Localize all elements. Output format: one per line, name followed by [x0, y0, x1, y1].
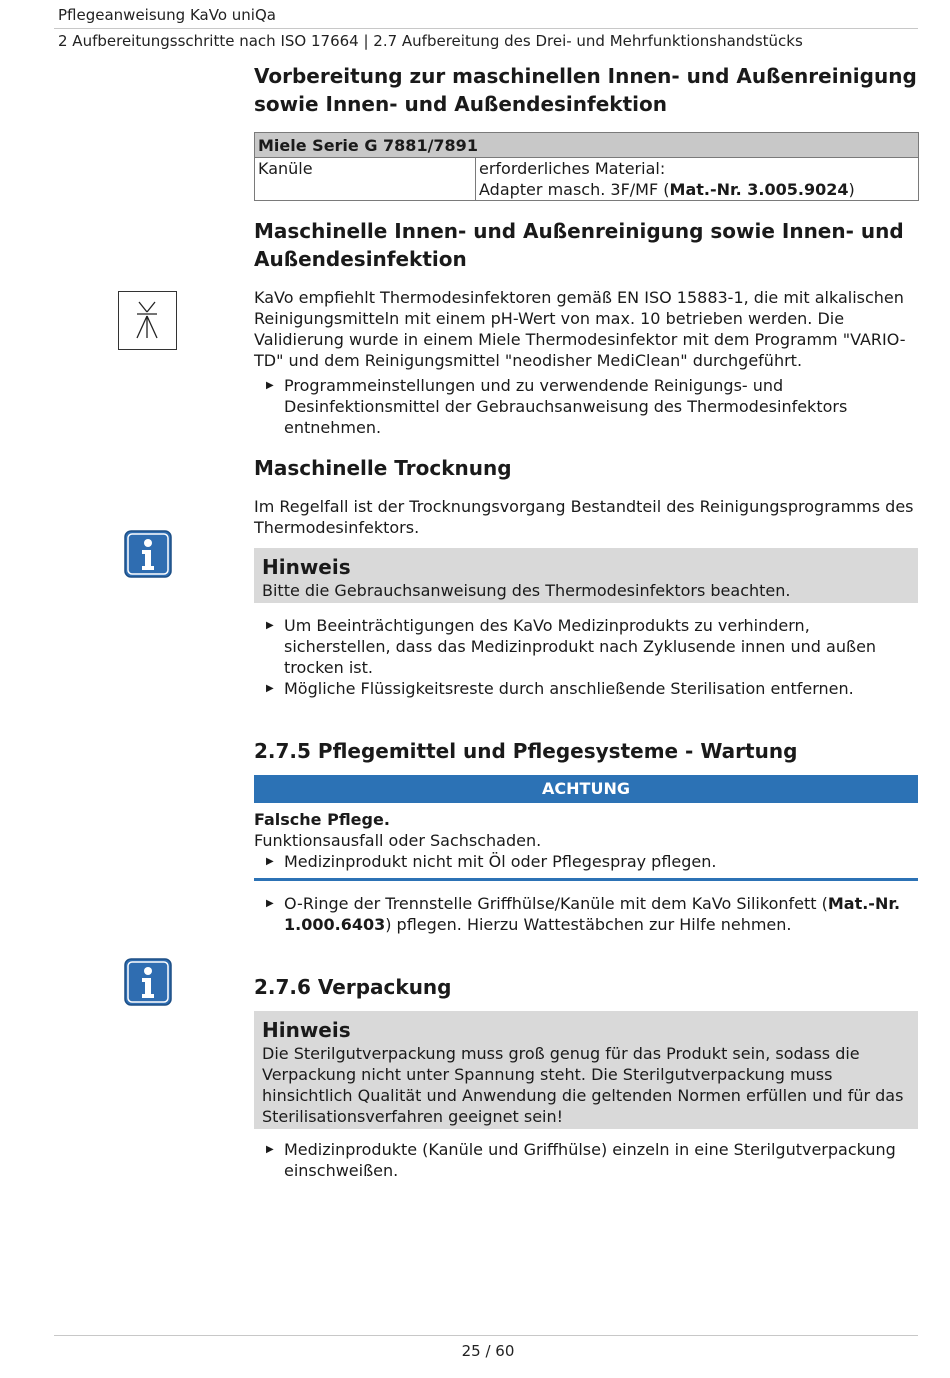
- info-icon: [124, 958, 172, 1006]
- step-text: Medizinprodukt nicht mit Öl oder Pflegespray pflegen.: [284, 852, 717, 871]
- list-item: [254, 893, 918, 935]
- material-required-label: erforderliches Material:: [479, 159, 666, 178]
- caution-title-text: Falsche Pflege.: [254, 810, 390, 829]
- drying-paragraph: Im Regelfall ist der Trocknungsvorgang Bestandteil des Reinigungsprogramms des Thermodesinfektors.: [254, 497, 914, 537]
- step-text: Medizinprodukte (Kanüle und Griffhülse) einzeln in eine Sterilgutverpackung einschweißen.: [284, 1140, 896, 1180]
- table-cell-material: [476, 158, 919, 201]
- content-column: [254, 62, 918, 1181]
- note-text: Bitte die Gebrauchsanweisung des Thermodesinfektors beachten.: [262, 581, 791, 600]
- note-text: Die Sterilgutverpackung muss groß genug für das Produkt sein, sodass die Verpackung nicht unter Spannung steht. Die Sterilgutverpackung muss hinsichtlich Qualität und Anwendung die geltenden Normen erfüllen und für das Sterilisationsverfahren geeignet sein!: [262, 1044, 904, 1126]
- list-item: [254, 615, 918, 678]
- step-text-end: ) pflegen. Hierzu Wattestäbchen zur Hilfe nehmen.: [385, 915, 792, 934]
- list-item: [254, 678, 918, 699]
- table-cell-label: Kanüle: [255, 158, 476, 201]
- header-rule: [54, 28, 918, 29]
- triangle-right-icon: ▶: [266, 856, 274, 867]
- breadcrumb: 2 Aufbereitungsschritte nach ISO 17664 | 2.7 Aufbereitung des Drei- und Mehrfunktionshandstücks: [58, 32, 803, 50]
- note-title: Hinweis: [262, 555, 351, 579]
- thermodisinfector-symbol-icon: [118, 291, 177, 350]
- table-row: [255, 158, 919, 201]
- step-text: [284, 893, 918, 935]
- step-text: Programmeinstellungen und zu verwendende Reinigungs- und Desinfektionsmittel der Gebrauchsanweisung des Thermodesinfektors entnehmen.: [284, 376, 848, 437]
- triangle-right-icon: ▶: [266, 380, 274, 391]
- triangle-right-icon: ▶: [266, 683, 274, 694]
- caution-consequence: Funktionsausfall oder Sachschaden.: [254, 831, 542, 850]
- caution-title: [254, 809, 918, 830]
- step-text: Mögliche Flüssigkeitsreste durch anschließende Sterilisation entfernen.: [284, 679, 854, 698]
- adapter-text-end: ): [848, 180, 855, 199]
- adapter-matnr: Mat.-Nr. 3.005.9024: [669, 180, 849, 199]
- footer-rule: [54, 1335, 918, 1336]
- step-text: Um Beeinträchtigungen des KaVo Medizinprodukts zu verhindern, sicherstellen, dass das Medizinprodukt nach Zyklusende innen und außen trocken ist.: [284, 616, 877, 677]
- triangle-right-icon: ▶: [266, 620, 274, 631]
- section-title-2-7-5: 2.7.5 Pflegemittel und Pflegesysteme - Wartung: [254, 739, 798, 763]
- section-title-cleaning: Maschinelle Innen- und Außenreinigung sowie Innen- und Außendesinfektion: [254, 219, 904, 271]
- page-number: 25 / 60: [461, 1342, 515, 1360]
- section-title-drying: Maschinelle Trocknung: [254, 456, 512, 480]
- list-item: [254, 375, 918, 438]
- triangle-right-icon: ▶: [266, 898, 274, 909]
- info-icon: [124, 530, 172, 578]
- note-box: [254, 548, 918, 603]
- table-header: Miele Serie G 7881/7891: [255, 133, 919, 158]
- document-title: Pflegeanweisung KaVo uniQa: [58, 6, 276, 24]
- section-title-2-7-6: 2.7.6 Verpackung: [254, 975, 452, 999]
- step-text-start: O-Ringe der Trennstelle Griffhülse/Kanüle mit dem KaVo Silikonfett (: [284, 894, 828, 913]
- caution-bottom-rule: [254, 878, 918, 881]
- section-title-preparation: Vorbereitung zur maschinellen Innen- und Außenreinigung sowie Innen- und Außendesinfektion: [254, 64, 917, 116]
- list-item: [254, 1139, 918, 1181]
- caution-bar: ACHTUNG: [254, 775, 918, 803]
- material-table: [254, 132, 919, 201]
- adapter-text: Adapter masch. 3F/MF (: [479, 180, 670, 199]
- cleaning-paragraph: KaVo empfiehlt Thermodesinfektoren gemäß EN ISO 15883-1, die mit alkalischen Reinigungsmitteln mit einem pH-Wert von max. 10 betrieben werden. Die Validierung wurde in einem Miele Thermodesinfektor mit dem Programm "VARIO-TD" und dem Reinigungsmittel "neodisher MediClean" durchgeführt.: [254, 288, 906, 370]
- list-item: [254, 851, 918, 872]
- silicone-grease-matnr: Mat.-Nr. 1.000.6403: [284, 894, 901, 934]
- note-title: Hinweis: [262, 1018, 351, 1042]
- triangle-right-icon: ▶: [266, 1144, 274, 1155]
- note-box: [254, 1011, 918, 1129]
